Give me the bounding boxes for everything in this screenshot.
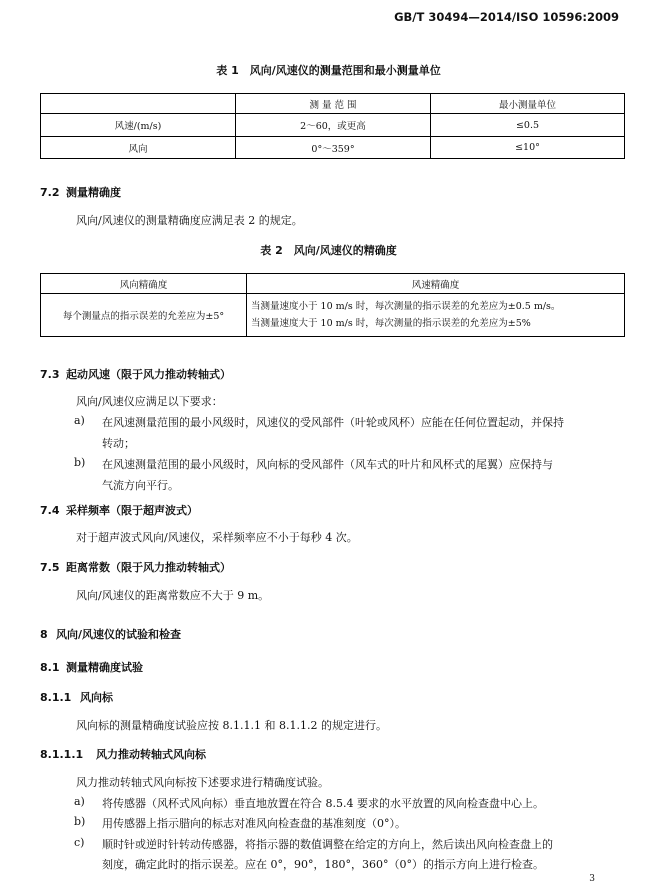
table-header-cell: 测 量 范 围 xyxy=(236,94,431,114)
paragraph: 风向/风速仪应满足以下要求： xyxy=(76,395,223,408)
table-header-cell: 风速精确度 xyxy=(247,274,625,294)
table-cell-line: 当测量速度小于 10 m/s 时，每次测量的指示误差的允差应为±0.5 m/s。 xyxy=(251,301,561,312)
table-row xyxy=(41,294,625,337)
section-number: 8.1.1 xyxy=(40,691,72,704)
standard-header: GB/T 30494—2014/ISO 10596:2009 xyxy=(394,10,619,24)
paragraph: 风向/风速仪的测量精确度应满足表 2 的规定。 xyxy=(76,214,303,227)
section-number: 7.4 xyxy=(40,504,60,517)
section-8-1-1-1-heading xyxy=(40,746,206,762)
list-item-text: 用传感器上指示腊向的标志对准风向检查盘的基准刻度（0°）。 xyxy=(102,817,406,830)
list-item-marker: b) xyxy=(74,815,86,828)
table-cell xyxy=(247,294,625,337)
table-cell: ≤10° xyxy=(431,137,625,159)
section-number: 7.3 xyxy=(40,368,60,381)
table-header-cell xyxy=(41,94,236,114)
section-title: 采样频率（限于超声波式） xyxy=(66,504,198,517)
section-title: 风向/风速仪的试验和检查 xyxy=(56,628,182,641)
table-cell: 风速/(m/s) xyxy=(41,114,236,137)
list-item-text: 在风速测量范围的最小风级时，风速仪的受风部件（叶轮或风杯）应能在任何位置起动，并保持 xyxy=(102,416,564,429)
paragraph: 风向/风速仪的距离常数应不大于 9 m。 xyxy=(76,589,270,602)
paragraph: 风力推动转轴式风向标按下述要求进行精确度试验。 xyxy=(76,776,329,789)
table-row xyxy=(41,137,625,159)
table1 xyxy=(40,93,625,159)
table2-caption: 表 2 风向/风速仪的精确度 xyxy=(260,244,397,257)
section-7-2-heading xyxy=(40,184,121,200)
list-item-marker: c) xyxy=(74,836,85,849)
section-title: 距离常数（限于风力推动转轴式） xyxy=(66,561,231,574)
section-7-5-heading xyxy=(40,559,231,575)
section-title: 起动风速（限于风力推动转轴式） xyxy=(66,368,231,381)
table-header-cell: 最小测量单位 xyxy=(431,94,625,114)
section-title: 风向标 xyxy=(80,691,113,704)
section-number: 8.1.1.1 xyxy=(40,748,84,761)
section-number: 8.1 xyxy=(40,661,60,674)
section-number: 8 xyxy=(40,628,48,641)
table2-header-row xyxy=(41,274,625,294)
list-item-text: 顺时针或逆时针转动传感器，将指示器的数值调整在给定的方向上，然后读出风向检查盘上的 xyxy=(102,838,553,851)
section-title: 风力推动转轴式风向标 xyxy=(96,748,206,761)
table-cell-line: 当测量速度大于 10 m/s 时，每次测量的指示误差的允差应为±5% xyxy=(251,318,531,329)
section-title: 测量精确度 xyxy=(66,186,121,199)
list-item-text: 转动； xyxy=(102,437,135,450)
list-item-marker: a) xyxy=(74,414,85,427)
section-number: 7.5 xyxy=(40,561,60,574)
table2 xyxy=(40,273,625,337)
list-item-marker: a) xyxy=(74,795,85,808)
section-7-4-heading xyxy=(40,502,198,518)
list-item-text: 在风速测量范围的最小风级时，风向标的受风部件（风车式的叶片和风杯式的尾翼）应保持与 xyxy=(102,458,553,471)
list-item-marker: b) xyxy=(74,456,86,469)
section-8-1-heading xyxy=(40,659,143,675)
table-cell: 每个测量点的指示误差的允差应为±5° xyxy=(41,294,247,337)
table-row xyxy=(41,114,625,137)
section-8-1-1-heading xyxy=(40,689,113,705)
section-8-heading xyxy=(40,626,181,642)
table-cell: 2～60，或更高 xyxy=(236,114,431,137)
table-cell: ≤0.5 xyxy=(431,114,625,137)
paragraph: 风向标的测量精确度试验应按 8.1.1.1 和 8.1.1.2 的规定进行。 xyxy=(76,719,387,732)
section-7-3-heading xyxy=(40,366,231,382)
paragraph: 对于超声波式风向/风速仪，采样频率应不小于每秒 4 次。 xyxy=(76,531,358,544)
section-title: 测量精确度试验 xyxy=(66,661,143,674)
list-item-text: 刻度，确定此时的指示误差。应在 0°，90°，180°，360°（0°）的指示方向上进行检查。 xyxy=(102,858,544,871)
table1-header-row xyxy=(41,94,625,114)
page-number: 3 xyxy=(589,874,595,884)
list-item-text: 将传感器（风杯式风向标）垂直地放置在符合 8.5.4 要求的水平放置的风向检查盘中心上。 xyxy=(102,797,544,810)
table-cell: 风向 xyxy=(41,137,236,159)
list-item-text: 气流方向平行。 xyxy=(102,479,179,492)
table-header-cell: 风向精确度 xyxy=(41,274,247,294)
table1-caption: 表 1 风向/风速仪的测量范围和最小测量单位 xyxy=(216,64,441,77)
section-number: 7.2 xyxy=(40,186,60,199)
table-cell: 0°～359° xyxy=(236,137,431,159)
